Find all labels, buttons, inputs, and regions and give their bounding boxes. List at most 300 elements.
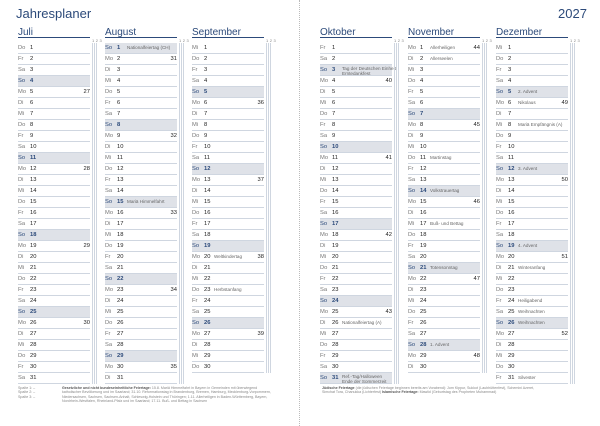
day-row[interactable]	[192, 175, 264, 186]
day-row[interactable]	[320, 76, 392, 87]
holiday-label: Nikolaus	[518, 100, 536, 105]
day-number: 18	[30, 232, 37, 238]
day-row[interactable]	[192, 98, 264, 109]
day-row[interactable]	[320, 153, 392, 164]
day-row[interactable]	[192, 230, 264, 241]
day-number: 28	[332, 342, 339, 348]
day-row[interactable]	[192, 197, 264, 208]
day-row[interactable]	[320, 362, 392, 373]
day-row[interactable]	[105, 296, 177, 307]
day-row[interactable]	[18, 87, 90, 98]
day-row[interactable]	[408, 362, 480, 373]
day-row[interactable]	[408, 65, 480, 76]
day-row[interactable]	[105, 307, 177, 318]
day-row[interactable]	[320, 98, 392, 109]
day-row[interactable]	[105, 252, 177, 263]
weekday-label: Mo	[192, 331, 201, 337]
day-number: 10	[508, 144, 515, 150]
day-row[interactable]	[320, 109, 392, 120]
day-number: 19	[508, 243, 515, 249]
day-row[interactable]	[18, 76, 90, 87]
day-row[interactable]	[18, 285, 90, 296]
day-number: 14	[332, 188, 339, 194]
day-row[interactable]	[320, 87, 392, 98]
day-row[interactable]	[408, 263, 480, 274]
note-column-line	[181, 43, 182, 384]
day-row[interactable]	[18, 175, 90, 186]
day-row[interactable]	[408, 186, 480, 197]
day-row[interactable]	[18, 263, 90, 274]
day-row[interactable]	[18, 164, 90, 175]
weekday-label: Do	[192, 287, 200, 293]
day-row[interactable]	[192, 120, 264, 131]
day-row[interactable]	[408, 219, 480, 230]
day-row[interactable]	[408, 340, 480, 351]
day-row[interactable]	[496, 131, 568, 142]
day-row[interactable]	[192, 208, 264, 219]
day-row[interactable]	[496, 373, 568, 384]
day-row[interactable]	[105, 285, 177, 296]
day-number: 11	[117, 155, 124, 161]
day-row[interactable]	[192, 285, 264, 296]
day-row[interactable]	[496, 362, 568, 373]
weekday-label: So	[18, 155, 26, 161]
day-row[interactable]	[105, 87, 177, 98]
day-row[interactable]	[496, 219, 568, 230]
day-row[interactable]	[192, 296, 264, 307]
day-row[interactable]	[496, 43, 568, 54]
day-number: 1	[332, 45, 336, 51]
holiday-note-left	[62, 386, 272, 403]
holiday-label: Silvester	[518, 375, 536, 380]
day-row[interactable]	[18, 219, 90, 230]
day-row[interactable]	[105, 362, 177, 373]
day-row[interactable]	[105, 263, 177, 274]
weekday-label: Mi	[320, 100, 327, 106]
day-row[interactable]	[408, 241, 480, 252]
weekday-label: Fr	[192, 67, 198, 73]
day-row[interactable]	[496, 120, 568, 131]
day-row[interactable]	[192, 351, 264, 362]
day-row[interactable]	[320, 285, 392, 296]
day-row[interactable]	[192, 252, 264, 263]
day-row[interactable]	[496, 329, 568, 340]
day-row[interactable]	[18, 241, 90, 252]
day-row[interactable]	[320, 65, 396, 76]
weekday-label: So	[408, 111, 416, 117]
day-number: 15	[117, 199, 124, 205]
day-row[interactable]	[408, 329, 480, 340]
day-row[interactable]	[408, 252, 480, 263]
holiday-label: Martinstag	[430, 155, 452, 160]
day-row[interactable]	[18, 274, 90, 285]
weekday-label: Do	[105, 320, 113, 326]
day-row[interactable]	[18, 252, 90, 263]
day-row[interactable]	[496, 98, 568, 109]
weekday-label: Di	[18, 331, 24, 337]
week-number: 52	[561, 331, 568, 337]
day-row[interactable]	[192, 318, 264, 329]
day-number: 25	[117, 309, 124, 315]
weekday-label: Mo	[18, 320, 27, 326]
day-number: 25	[332, 309, 339, 315]
day-row[interactable]	[105, 230, 177, 241]
day-number: 28	[30, 342, 37, 348]
day-row[interactable]	[192, 263, 264, 274]
day-row[interactable]	[18, 340, 90, 351]
day-number: 13	[204, 177, 211, 183]
day-row[interactable]	[496, 307, 568, 318]
day-row[interactable]	[105, 186, 177, 197]
day-row[interactable]	[408, 230, 480, 241]
day-row[interactable]	[320, 43, 392, 54]
day-row[interactable]	[408, 54, 480, 65]
day-row[interactable]	[496, 54, 568, 65]
day-row[interactable]	[192, 241, 264, 252]
day-number: 20	[204, 254, 211, 260]
day-row[interactable]	[496, 263, 568, 274]
day-row[interactable]	[192, 109, 264, 120]
day-row[interactable]	[105, 98, 177, 109]
day-row[interactable]	[496, 351, 568, 362]
day-row[interactable]	[320, 197, 392, 208]
day-row[interactable]	[105, 208, 177, 219]
day-number: 19	[117, 243, 124, 249]
weekday-label: Di	[192, 342, 198, 348]
week-number: 41	[385, 155, 392, 161]
weekday-label: Sa	[18, 221, 26, 227]
day-number: 31	[508, 375, 515, 381]
day-row[interactable]	[105, 175, 177, 186]
weekday-label: Do	[320, 188, 328, 194]
day-row[interactable]	[320, 351, 392, 362]
day-number: 26	[420, 320, 427, 326]
day-row[interactable]	[105, 142, 177, 153]
month-underline	[105, 37, 177, 38]
month-name: Juli	[18, 27, 34, 38]
day-number: 19	[204, 243, 211, 249]
day-row[interactable]	[320, 318, 392, 329]
weekday-label: Fr	[408, 89, 414, 95]
weekday-label: Fr	[496, 67, 502, 73]
day-row[interactable]	[320, 329, 392, 340]
day-number: 2	[30, 56, 34, 62]
day-number: 14	[117, 188, 124, 194]
day-row[interactable]	[105, 131, 177, 142]
day-number: 14	[420, 188, 427, 194]
day-row[interactable]	[105, 219, 177, 230]
day-row[interactable]	[18, 43, 90, 54]
day-number: 28	[420, 342, 427, 348]
day-row[interactable]	[496, 197, 568, 208]
holiday-label: Mariä Empfängnis (A)	[518, 122, 563, 127]
day-number: 24	[332, 298, 339, 304]
weekday-label: Sa	[18, 298, 26, 304]
day-row[interactable]	[408, 164, 480, 175]
weekday-label: Fr	[105, 331, 111, 337]
day-number: 6	[508, 100, 512, 106]
day-number: 9	[117, 133, 121, 139]
day-row[interactable]	[496, 340, 568, 351]
day-number: 7	[204, 111, 208, 117]
day-number: 24	[204, 298, 211, 304]
day-row[interactable]	[105, 76, 177, 87]
day-row[interactable]	[192, 307, 264, 318]
weekday-label: So	[105, 199, 113, 205]
day-number: 19	[420, 243, 427, 249]
day-row[interactable]	[496, 285, 568, 296]
note-column-line	[268, 43, 269, 373]
day-number: 20	[117, 254, 124, 260]
weekday-label: Mo	[408, 122, 417, 128]
day-row[interactable]	[408, 197, 480, 208]
day-row[interactable]	[408, 318, 480, 329]
holiday-label: Weltkindertag	[214, 254, 243, 259]
day-row[interactable]	[320, 373, 392, 384]
day-row[interactable]	[105, 120, 177, 131]
planner-title: Jahresplaner	[16, 6, 92, 21]
day-row[interactable]	[192, 362, 264, 373]
day-row[interactable]	[320, 230, 392, 241]
week-number: 29	[83, 243, 90, 249]
day-row[interactable]	[192, 76, 264, 87]
day-row[interactable]	[105, 329, 177, 340]
day-row[interactable]	[105, 65, 177, 76]
legend-block	[18, 386, 58, 399]
day-row[interactable]	[105, 241, 177, 252]
legend-item: Spalte 2: –	[18, 390, 36, 395]
day-row[interactable]	[320, 131, 392, 142]
weekday-label: Fr	[320, 199, 326, 205]
day-row[interactable]	[18, 109, 90, 120]
week-number: 50	[561, 177, 568, 183]
day-row[interactable]	[320, 340, 392, 351]
day-number: 22	[30, 276, 37, 282]
note-column-line	[396, 43, 397, 384]
day-number: 29	[117, 353, 124, 359]
day-row[interactable]	[18, 65, 90, 76]
holiday-label: Mariä Himmelfahrt	[127, 199, 165, 204]
day-row[interactable]	[408, 142, 480, 153]
day-row[interactable]	[496, 230, 568, 241]
day-number: 21	[30, 265, 37, 271]
note-column-line	[179, 43, 180, 384]
day-number: 29	[30, 353, 37, 359]
day-row[interactable]	[408, 175, 480, 186]
day-row[interactable]	[18, 120, 90, 131]
day-row[interactable]	[192, 219, 264, 230]
week-number: 51	[561, 254, 568, 260]
day-row[interactable]	[18, 186, 90, 197]
day-row[interactable]	[105, 318, 177, 329]
day-number: 5	[420, 89, 424, 95]
day-row[interactable]	[18, 142, 90, 153]
day-row[interactable]	[320, 120, 392, 131]
day-row[interactable]	[496, 153, 568, 164]
day-row[interactable]	[496, 87, 568, 98]
day-number: 12	[420, 166, 427, 172]
day-number: 13	[420, 177, 427, 183]
day-row[interactable]	[408, 296, 480, 307]
day-row[interactable]	[18, 351, 90, 362]
day-row[interactable]	[496, 208, 568, 219]
day-row[interactable]	[192, 54, 264, 65]
day-row[interactable]	[496, 65, 568, 76]
day-row[interactable]	[496, 186, 568, 197]
day-row[interactable]	[105, 54, 177, 65]
day-row[interactable]	[18, 153, 90, 164]
day-number: 10	[420, 144, 427, 150]
day-row[interactable]	[105, 340, 177, 351]
note-column-line	[486, 43, 487, 373]
day-row[interactable]	[408, 285, 480, 296]
day-row[interactable]	[320, 208, 392, 219]
day-number: 11	[204, 155, 211, 161]
day-row[interactable]	[408, 98, 480, 109]
day-row[interactable]	[192, 186, 264, 197]
day-row[interactable]	[18, 98, 90, 109]
day-row[interactable]	[18, 54, 90, 65]
day-row[interactable]	[18, 296, 90, 307]
weekday-label: Do	[105, 166, 113, 172]
weekday-label: Fr	[408, 320, 414, 326]
weekday-label: Mi	[496, 122, 503, 128]
day-number: 2	[508, 56, 512, 62]
day-row[interactable]	[320, 296, 392, 307]
day-number: 6	[30, 100, 34, 106]
day-row[interactable]	[18, 131, 90, 142]
day-number: 17	[508, 221, 515, 227]
day-row[interactable]	[408, 274, 480, 285]
day-row[interactable]	[408, 307, 480, 318]
day-number: 27	[117, 331, 124, 337]
day-row[interactable]	[105, 43, 177, 54]
day-row[interactable]	[18, 329, 90, 340]
day-row[interactable]	[192, 131, 264, 142]
day-row[interactable]	[192, 164, 264, 175]
weekday-label: Fr	[320, 353, 326, 359]
day-row[interactable]	[496, 142, 568, 153]
day-row[interactable]	[320, 54, 392, 65]
day-row[interactable]	[320, 263, 392, 274]
day-row[interactable]	[192, 329, 264, 340]
day-row[interactable]	[105, 274, 177, 285]
day-row[interactable]	[105, 373, 177, 384]
day-row[interactable]	[408, 208, 480, 219]
day-row[interactable]	[320, 186, 392, 197]
day-number: 11	[508, 155, 515, 161]
day-row[interactable]	[192, 65, 264, 76]
day-row[interactable]	[320, 252, 392, 263]
weekday-label: Mo	[18, 243, 27, 249]
day-row[interactable]	[496, 274, 568, 285]
day-row[interactable]	[408, 76, 480, 87]
weekday-label: Sa	[18, 144, 26, 150]
day-row[interactable]	[320, 241, 392, 252]
weekday-label: Mo	[496, 100, 505, 106]
day-row[interactable]	[105, 164, 177, 175]
day-number: 9	[30, 133, 34, 139]
day-row[interactable]	[18, 318, 90, 329]
day-number: 22	[117, 276, 124, 282]
day-row[interactable]	[320, 307, 392, 318]
day-row[interactable]	[408, 351, 480, 362]
day-row[interactable]	[320, 219, 392, 230]
weekday-label: Di	[105, 221, 111, 227]
day-row[interactable]	[320, 175, 392, 186]
weekday-label: Mi	[105, 155, 112, 161]
holiday-label: Herbstanfang	[214, 287, 242, 292]
day-number: 9	[204, 133, 208, 139]
day-row[interactable]	[192, 153, 264, 164]
day-row[interactable]	[105, 197, 177, 208]
day-row[interactable]	[408, 43, 480, 54]
weekday-label: Do	[496, 210, 504, 216]
day-row[interactable]	[496, 76, 568, 87]
day-row[interactable]	[496, 109, 568, 120]
day-number: 5	[332, 89, 336, 95]
day-number: 3	[420, 67, 424, 73]
day-row[interactable]	[18, 362, 90, 373]
day-row[interactable]	[18, 373, 90, 384]
day-row[interactable]	[105, 153, 177, 164]
week-number: 48	[473, 353, 480, 359]
day-row[interactable]	[18, 307, 90, 318]
day-row[interactable]	[192, 142, 264, 153]
note-column-line	[96, 43, 97, 384]
day-row[interactable]	[408, 153, 480, 164]
day-row[interactable]	[192, 87, 264, 98]
day-number: 28	[117, 342, 124, 348]
day-row[interactable]	[320, 164, 392, 175]
day-row[interactable]	[408, 120, 480, 131]
weekday-label: Di	[192, 188, 198, 194]
day-row[interactable]	[18, 230, 90, 241]
weekday-label: Sa	[105, 111, 113, 117]
month-underline	[320, 37, 392, 38]
day-row[interactable]	[18, 208, 90, 219]
day-number: 19	[332, 243, 339, 249]
day-row[interactable]	[496, 241, 568, 252]
day-row[interactable]	[105, 109, 177, 120]
day-row[interactable]	[192, 340, 264, 351]
day-row[interactable]	[496, 318, 568, 329]
day-row[interactable]	[496, 175, 568, 186]
weekday-label: So	[408, 265, 416, 271]
column-numbers: 1 2 3	[179, 38, 189, 43]
day-row[interactable]	[496, 252, 568, 263]
column-numbers: 1 2 3	[482, 38, 492, 43]
day-row[interactable]	[496, 164, 568, 175]
day-number: 9	[508, 133, 512, 139]
day-row[interactable]	[192, 274, 264, 285]
day-row[interactable]	[320, 142, 392, 153]
day-row[interactable]	[18, 197, 90, 208]
day-row[interactable]	[105, 351, 177, 362]
holiday-label: Winteranfang	[518, 265, 546, 270]
day-row[interactable]	[408, 109, 480, 120]
weekday-label: Sa	[320, 364, 328, 370]
day-row[interactable]	[408, 87, 480, 98]
day-row[interactable]	[408, 131, 480, 142]
day-number: 26	[508, 320, 515, 326]
day-number: 11	[420, 155, 427, 161]
day-row[interactable]	[496, 296, 568, 307]
day-row[interactable]	[320, 274, 392, 285]
day-row[interactable]	[192, 43, 264, 54]
week-number: 36	[257, 100, 264, 106]
day-number: 6	[117, 100, 121, 106]
